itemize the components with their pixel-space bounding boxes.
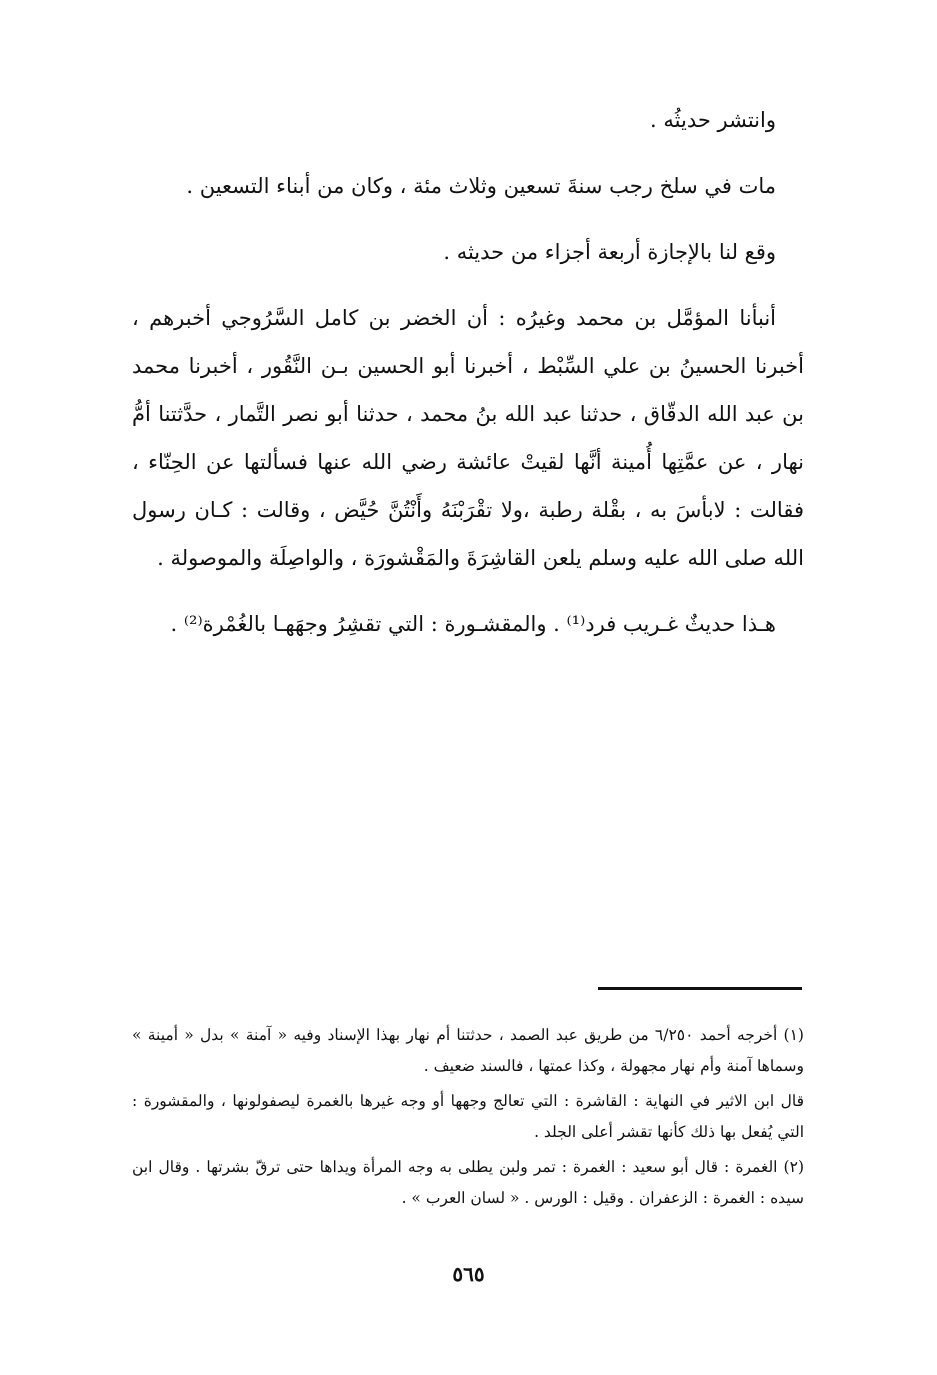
footnote-1-continuation: قال ابن الاثير في النهاية : القاشرة : التي تعالج وجهها أو وجه غيرها بالغمرة ليصفولونها ، والمقشورة : التي يُفعل بها ذلك كأنها تقشر أعلى الجلد . bbox=[132, 1092, 804, 1141]
footnotes bbox=[132, 1020, 804, 1214]
footnote-2: (٢) الغمرة : قال أبو سعيد : الغمرة : تمر ولبن يطلى به وجه المرأة ويداها حتى ترقّ بشرتها . وقال ابن سيده : الغمرة : الزعفران . وقيل : الورس . « لسان العرب » . bbox=[132, 1158, 804, 1207]
paragraph-ijaza: وقع لنا بالإجازة أربعة أجزاء من حديثه . bbox=[443, 240, 776, 264]
page-number: ٥٦٥ bbox=[452, 1262, 485, 1286]
paragraph-commentary: هـذا حديثٌ غـريب فرد⁽¹⁾ . والمقشـورة : التي تقشِرُ وجهَهـا بالغُمْرة⁽²⁾ . bbox=[170, 612, 776, 636]
paragraph-death-date: مات في سلخ رجب سنةَ تسعين وثلاث مئة ، وكان من أبناء التسعين . bbox=[186, 174, 776, 198]
paragraph-isnad: أنبأنا المؤمَّل بن محمد وغيرُه : أن الخضر بن كامل السَّرُوجي أخبرهم ، أخبرنا الحسينُ بن علي السِّبْط ، أخبرنا أبو الحسين بـن النَّقُور ، أخبرنا محمد بن عبد الله الدقّاق ، حدثنا عبد الله بنُ محمد ، حدثنا أبو نصر التَّمار ، حدَّثتنا أمُّ نهار ، عن عمَّتِها أُمينة أنَّها لقيتْ عائشة رضي الله عنها فسألتها عن الحِنّاء ، فقالت : لابأسَ به ، بقْلة رطبة ،ولا تقْرَبْنَهُ وأَنْتُنَّ حُيَّض ، وقالت : كـان رسول الله صلى الله عليه وسلم يلعن القاشِرَةَ والمَقْشورَة ، والواصِلَة والموصولة . bbox=[132, 306, 804, 570]
footnote-1: (١) أخرجه أحمد ٦/٢٥٠ من طريق عبد الصمد ، حدثتنا أم نهار بهذا الإسناد وفيه « آمنة » بدل « أمينة » وسماها آمنة وأم نهار مجهولة ، وكذا عمتها ، فالسند ضعيف . bbox=[132, 1026, 804, 1075]
main-text bbox=[132, 96, 804, 648]
footnote-separator bbox=[598, 987, 802, 990]
paragraph-spread-of-hadith: وانتشر حديثُه . bbox=[650, 108, 776, 132]
